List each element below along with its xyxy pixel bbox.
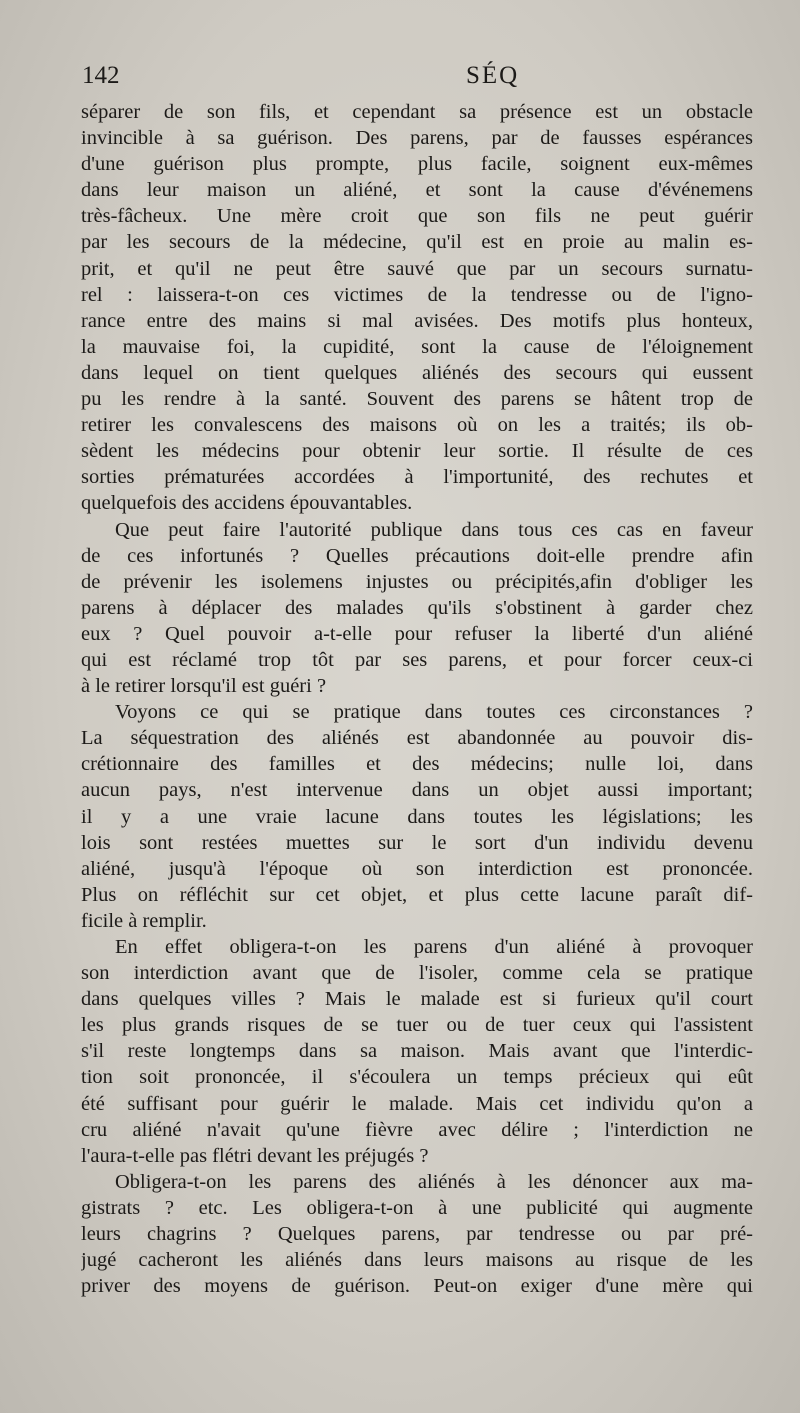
text-line: dans quelques villes ? Mais le malade est si furieux qu'il court — [81, 988, 753, 1011]
text-line: de prévenir les isolemens injustes ou précipités,afin d'obliger les — [81, 570, 753, 593]
text-line: les plus grands risques de se tuer ou de tuer ceux qui l'assistent — [81, 1014, 753, 1037]
text-line: son interdiction avant que de l'isoler, comme cela se pratique — [81, 962, 753, 985]
text-line: de ces infortunés ? Quelles précautions doit-elle prendre afin — [81, 544, 753, 567]
text-line: par les secours de la médecine, qu'il est en proie au malin es- — [81, 231, 753, 254]
text-line: d'une guérison plus prompte, plus facile, soignent eux-mêmes — [81, 153, 753, 176]
text-line: dans leur maison un aliéné, et sont la cause d'événemens — [81, 179, 753, 202]
text-line: s'il reste longtemps dans sa maison. Mais avant que l'interdic- — [81, 1040, 753, 1063]
text-line: ficile à remplir. — [81, 909, 207, 932]
text-line: crétionnaire des familles et des médecins; nulle loi, dans — [81, 753, 753, 776]
text-line: lois sont restées muettes sur le sort d'un individu devenu — [81, 831, 753, 854]
text-line: quelquefois des accidens épouvantables. — [81, 492, 413, 515]
page-header — [82, 62, 752, 96]
text-line: retirer les convalescens des maisons où on les a traités; ils ob- — [81, 414, 753, 437]
text-line: sorties prématurées accordées à l'importunité, des rechutes et — [81, 466, 753, 489]
text-line: qui est réclamé trop tôt par ses parens, et pour forcer ceux-ci — [81, 648, 753, 671]
text-line: séparer de son fils, et cependant sa présence est un obstacle — [81, 101, 753, 123]
text-line: Voyons ce qui se pratique dans toutes ces circonstances ? — [115, 701, 753, 724]
paragraph — [81, 99, 753, 517]
text-line: rance entre des mains si mal avisées. Des motifs plus honteux, — [81, 309, 753, 332]
paragraph — [81, 934, 753, 1169]
text-line: En effet obligera-t-on les parens d'un aliéné à provoquer — [115, 936, 753, 958]
text-line: La séquestration des aliénés est abandonnée au pouvoir dis- — [81, 727, 753, 750]
text-line: dans lequel on tient quelques aliénés des secours qui eussent — [81, 361, 753, 384]
text-line: cru aliéné n'avait qu'une fièvre avec délire ; l'interdiction ne — [81, 1118, 753, 1141]
paragraph — [81, 517, 753, 700]
text-line: il y a une vraie lacune dans toutes les législations; les — [81, 805, 753, 828]
text-line: la mauvaise foi, la cupidité, sont la cause de l'éloignement — [81, 335, 753, 358]
page-number: 142 — [82, 62, 120, 89]
text-line: Plus on réfléchit sur cet objet, et plus cette lacune paraît dif- — [81, 883, 753, 906]
paragraph — [81, 699, 753, 934]
text-line: aucun pays, n'est intervenue dans un objet aussi important; — [81, 779, 753, 802]
text-line: aliéné, jusqu'à l'époque où son interdiction est prononcée. — [81, 857, 753, 880]
text-line: invincible à sa guérison. Des parens, par de fausses espérances — [81, 127, 753, 150]
text-line: été suffisant pour guérir le malade. Mais cet individu qu'on a — [81, 1092, 753, 1115]
paragraph — [81, 1169, 753, 1299]
running-head: SÉQ — [466, 62, 520, 89]
text-line: Obligera-t-on les parens des aliénés à les dénoncer aux ma- — [115, 1170, 753, 1193]
text-line: parens à déplacer des malades qu'ils s'obstinent à garder chez — [81, 596, 753, 619]
text-line: Que peut faire l'autorité publique dans tous ces cas en faveur — [115, 518, 753, 541]
text-line: jugé cacheront les aliénés dans leurs maisons au risque de les — [81, 1249, 753, 1272]
text-line: pu les rendre à la santé. Souvent des parens se hâtent trop de — [81, 388, 753, 411]
text-line: gistrats ? etc. Les obligera-t-on à une publicité qui augmente — [81, 1196, 753, 1219]
text-line: sèdent les médecins pour obtenir leur sortie. Il résulte de ces — [81, 440, 753, 463]
text-line: l'aura-t-elle pas flétri devant les préjugés ? — [81, 1144, 429, 1167]
text-line: à le retirer lorsqu'il est guéri ? — [81, 675, 327, 698]
text-line: eux ? Quel pouvoir a-t-elle pour refuser la liberté d'un aliéné — [81, 622, 753, 645]
text-line: tion soit prononcée, il s'écoulera un temps précieux qui eût — [81, 1066, 753, 1089]
text-line: rel : laissera-t-on ces victimes de la tendresse ou de l'igno- — [81, 283, 753, 306]
text-line: priver des moyens de guérison. Peut-on exiger d'une mère qui — [81, 1275, 753, 1298]
text-line: prit, et qu'il ne peut être sauvé que par un secours surnatu- — [81, 257, 753, 280]
text-line: très-fâcheux. Une mère croit que son fils ne peut guérir — [81, 205, 753, 228]
text-line: leurs chagrins ? Quelques parens, par tendresse ou par pré- — [81, 1223, 753, 1246]
body-text — [81, 99, 753, 1299]
